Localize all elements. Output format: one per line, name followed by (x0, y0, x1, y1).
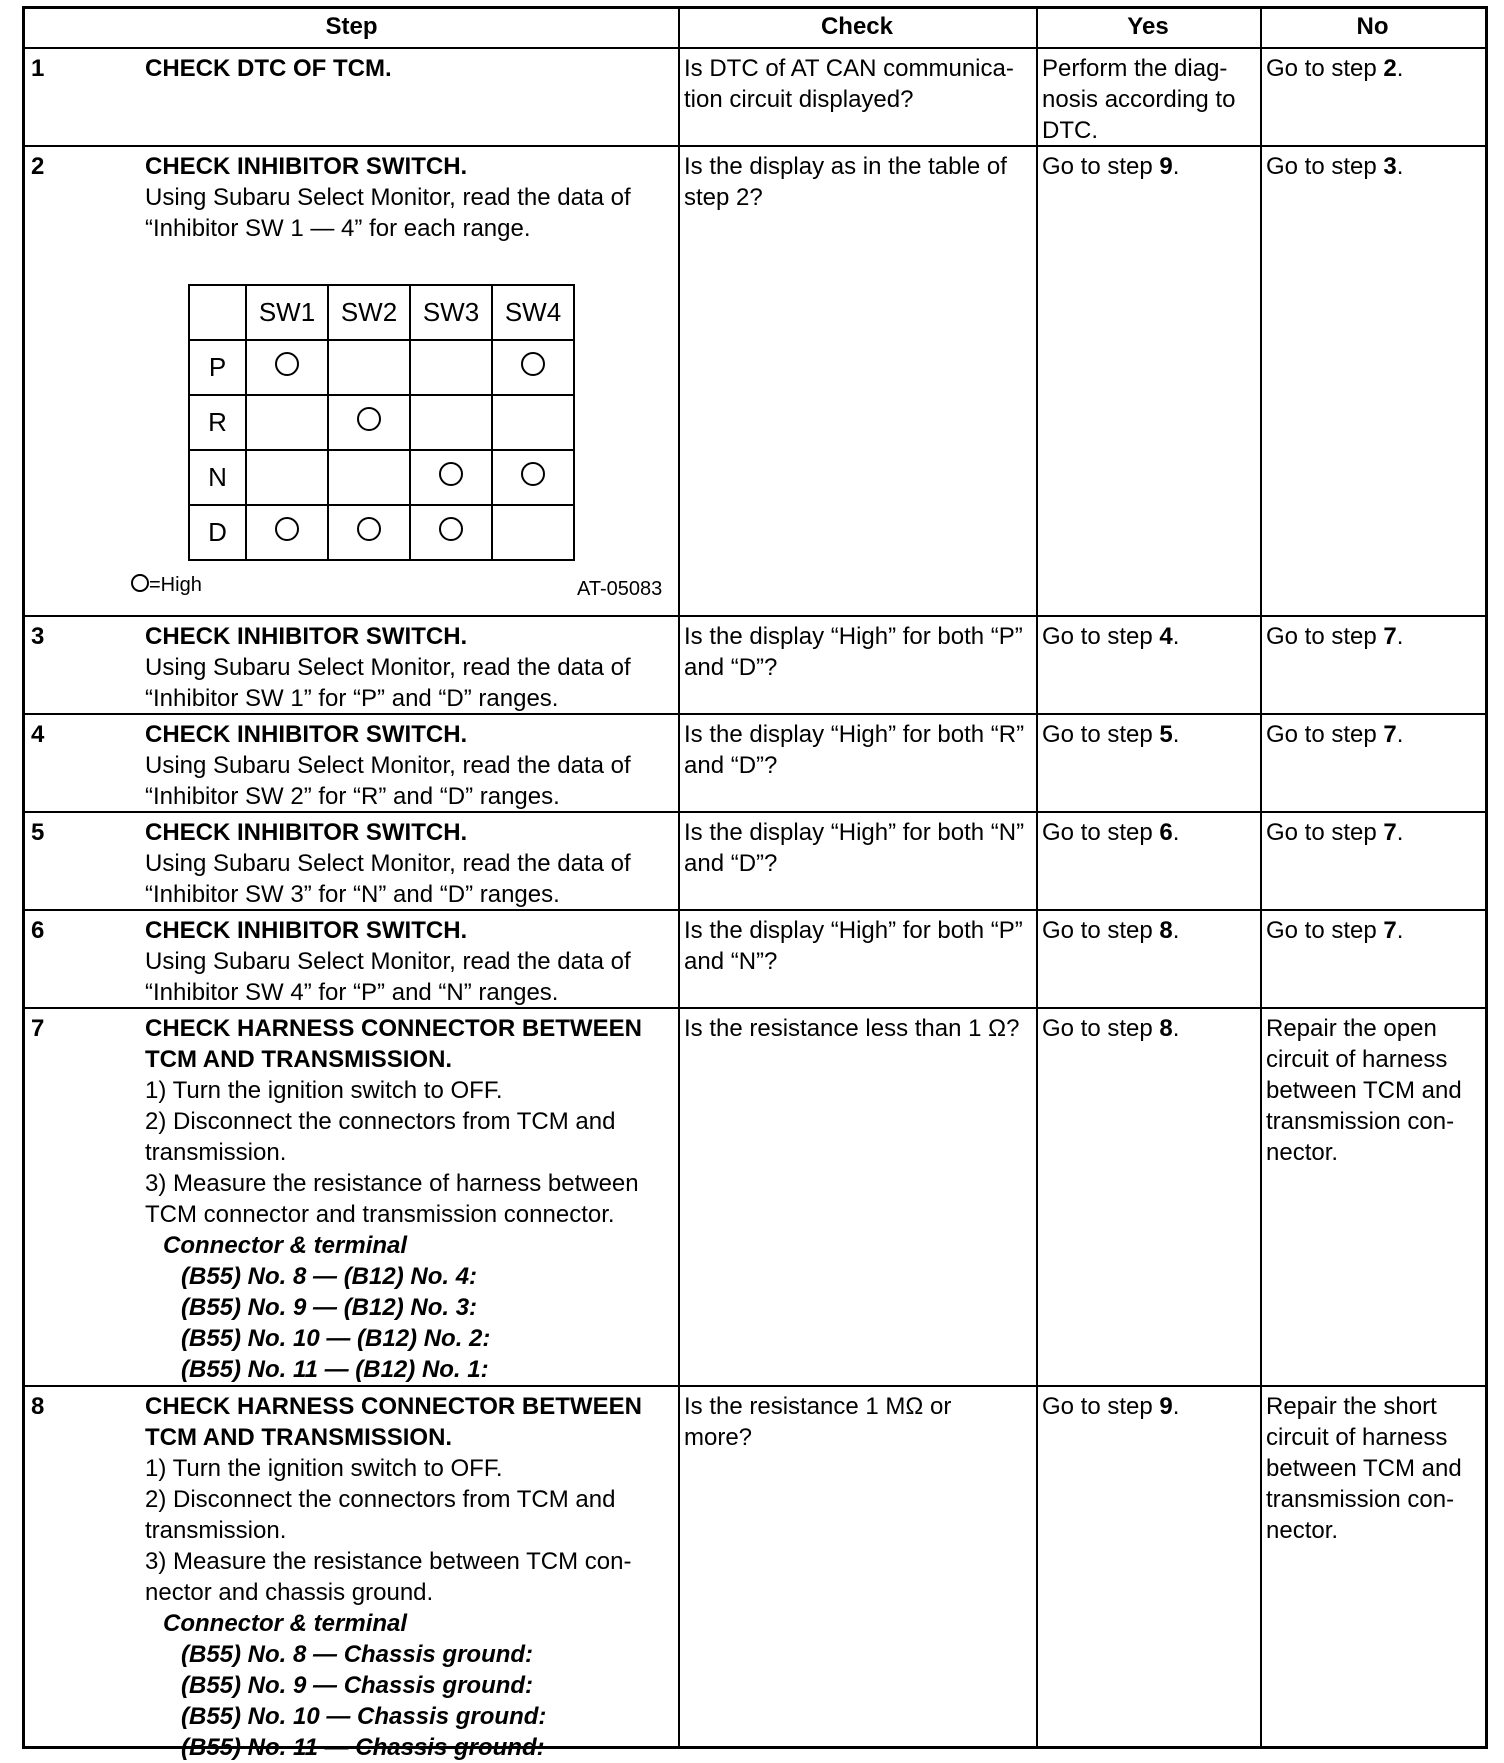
check-line: and “D”? (684, 654, 778, 681)
step-body-line: “Inhibitor SW 4” for “P” and “N” ranges. (145, 979, 559, 1006)
check-line: and “D”? (684, 850, 778, 877)
step-description (139, 911, 679, 1007)
step-body-line: Using Subaru Select Monitor, read the data of (145, 850, 631, 877)
connector-line: (B55) No. 9 — Chassis ground: (181, 1672, 534, 1699)
step-body-line: Using Subaru Select Monitor, read the data of (145, 752, 631, 779)
check-line: tion circuit displayed? (684, 86, 914, 113)
no-prefix: Go to step (1266, 153, 1384, 180)
switch-cell (410, 395, 492, 450)
step-description (139, 813, 679, 909)
switch-cell (246, 505, 328, 560)
yes-step-link: 8 (1159, 1015, 1173, 1042)
table-row (25, 1387, 1485, 1761)
yes-suffix: . (1172, 623, 1180, 650)
step-body-line: 2) Disconnect the connectors from TCM and (145, 1108, 616, 1135)
yes-prefix: Go to step (1042, 1015, 1160, 1042)
step-number: 4 (31, 721, 45, 748)
switch-cell (246, 340, 328, 395)
step-body-line: nector and chassis ground. (145, 1579, 434, 1606)
check-text (678, 617, 1036, 713)
yes-step-link: 8 (1159, 917, 1173, 944)
check-line: Is the resistance less than 1 Ω? (684, 1015, 1020, 1042)
check-line: Is the display “High” for both “P” (684, 623, 1023, 650)
connector-line: (B55) No. 9 — (B12) No. 3: (181, 1294, 478, 1321)
step-title: TCM AND TRANSMISSION. (145, 1046, 453, 1073)
check-text (678, 813, 1036, 909)
step-body-line: Using Subaru Select Monitor, read the data of (145, 184, 631, 211)
yes-text (1036, 617, 1260, 713)
high-circle-icon (357, 517, 381, 541)
step-body-line: 1) Turn the ignition switch to OFF. (145, 1455, 503, 1482)
switch-cell (410, 505, 492, 560)
no-step-link: 7 (1383, 819, 1397, 846)
switch-cell (492, 505, 574, 560)
no-line: nector. (1266, 1517, 1339, 1544)
no-line: circuit of harness (1266, 1046, 1448, 1073)
no-text (1260, 1009, 1485, 1385)
step-title: CHECK INHIBITOR SWITCH. (145, 153, 468, 180)
check-text (678, 147, 1036, 615)
no-suffix: . (1396, 721, 1404, 748)
yes-step-link: 9 (1159, 153, 1173, 180)
high-circle-icon (275, 352, 299, 376)
step-body-line: transmission. (145, 1139, 287, 1166)
step-number: 1 (31, 55, 45, 82)
no-line: transmission con- (1266, 1108, 1455, 1135)
step-title: CHECK INHIBITOR SWITCH. (145, 623, 468, 650)
no-text (1260, 911, 1485, 1007)
step-body-line: Using Subaru Select Monitor, read the data of (145, 654, 631, 681)
table-row (25, 617, 1485, 715)
yes-prefix: Go to step (1042, 623, 1160, 650)
yes-text (1036, 715, 1260, 811)
step-body-line: “Inhibitor SW 1 — 4” for each range. (145, 215, 531, 242)
step-body-line: Using Subaru Select Monitor, read the data of (145, 948, 631, 975)
range-label: D (189, 505, 246, 560)
switch-cell (492, 340, 574, 395)
step-number: 3 (31, 623, 45, 650)
step-title: CHECK DTC OF TCM. (145, 55, 392, 82)
figure-code: AT-05083 (577, 578, 663, 600)
switch-cell (328, 450, 410, 505)
no-text (1260, 49, 1485, 145)
table-row (25, 1009, 1485, 1387)
check-line: step 2? (684, 184, 763, 211)
yes-prefix: Go to step (1042, 153, 1160, 180)
header-yes: Yes (1127, 13, 1169, 40)
no-line: Repair the short (1266, 1393, 1437, 1420)
step-number: 2 (31, 153, 45, 180)
column-header-sw2: SW2 (328, 285, 410, 340)
yes-prefix: Go to step (1042, 721, 1160, 748)
step-number: 8 (31, 1393, 45, 1420)
high-circle-icon (357, 407, 381, 431)
no-line: between TCM and (1266, 1077, 1462, 1104)
yes-step-link: 5 (1159, 721, 1173, 748)
legend-text: =High (149, 574, 202, 596)
step-title: CHECK INHIBITOR SWITCH. (145, 819, 468, 846)
yes-step-link: 6 (1159, 819, 1173, 846)
header-no: No (1356, 13, 1389, 40)
yes-line: Perform the diag- (1042, 55, 1228, 82)
inhibitor-switch-table (188, 284, 575, 561)
yes-suffix: . (1172, 1015, 1180, 1042)
table-row (25, 147, 1485, 617)
connector-line: (B55) No. 11 — Chassis ground: (181, 1734, 545, 1761)
switch-cell (492, 395, 574, 450)
connector-title: Connector & terminal (163, 1232, 408, 1259)
yes-line: nosis according to (1042, 86, 1236, 113)
check-line: Is the display “High” for both “P” (684, 917, 1023, 944)
range-label: N (189, 450, 246, 505)
no-prefix: Go to step (1266, 721, 1384, 748)
no-prefix: Go to step (1266, 819, 1384, 846)
no-suffix: . (1396, 55, 1404, 82)
no-step-link: 7 (1383, 623, 1397, 650)
step-body-line: “Inhibitor SW 1” for “P” and “D” ranges. (145, 685, 559, 712)
yes-suffix: . (1172, 819, 1180, 846)
header-check: Check (820, 13, 894, 40)
step-number: 7 (31, 1015, 45, 1042)
table-row (25, 49, 1485, 147)
step-number: 5 (31, 819, 45, 846)
no-prefix: Go to step (1266, 917, 1384, 944)
no-line: circuit of harness (1266, 1424, 1448, 1451)
step-description (139, 1387, 679, 1761)
step-title: CHECK INHIBITOR SWITCH. (145, 721, 468, 748)
corner-cell (189, 285, 246, 340)
switch-cell (328, 505, 410, 560)
step-body-line: 3) Measure the resistance of harness between (145, 1170, 639, 1197)
no-suffix: . (1396, 917, 1404, 944)
diagnostic-table (22, 6, 1488, 1761)
yes-text (1036, 911, 1260, 1007)
step-body-line: “Inhibitor SW 3” for “N” and “D” ranges. (145, 881, 560, 908)
yes-step-link: 4 (1159, 623, 1173, 650)
column-header-sw1: SW1 (246, 285, 328, 340)
check-text (678, 49, 1036, 145)
connector-line: (B55) No. 10 — (B12) No. 2: (181, 1325, 491, 1352)
yes-prefix: Go to step (1042, 819, 1160, 846)
switch-cell (246, 395, 328, 450)
legend (131, 574, 202, 597)
step-number: 6 (31, 917, 45, 944)
no-text (1260, 147, 1485, 615)
no-prefix: Go to step (1266, 55, 1384, 82)
step-body-line: 2) Disconnect the connectors from TCM and (145, 1486, 616, 1513)
yes-text (1036, 49, 1260, 145)
step-description (139, 1009, 679, 1385)
step-body-line: 3) Measure the resistance between TCM con- (145, 1548, 632, 1575)
no-step-link: 7 (1383, 917, 1397, 944)
check-line: Is the resistance 1 MΩ or (684, 1393, 952, 1420)
range-label: R (189, 395, 246, 450)
yes-suffix: . (1172, 917, 1180, 944)
step-title: CHECK HARNESS CONNECTOR BETWEEN (145, 1393, 642, 1420)
step-title: CHECK HARNESS CONNECTOR BETWEEN (145, 1015, 642, 1042)
check-text (678, 911, 1036, 1007)
step-description (139, 617, 679, 713)
connector-line: (B55) No. 11 — (B12) No. 1: (181, 1356, 489, 1383)
yes-text (1036, 813, 1260, 909)
step-body-line: 1) Turn the ignition switch to OFF. (145, 1077, 503, 1104)
yes-text (1036, 1009, 1260, 1385)
step-title: CHECK INHIBITOR SWITCH. (145, 917, 468, 944)
check-line: more? (684, 1424, 753, 1451)
switch-cell (328, 395, 410, 450)
circle-icon (131, 574, 149, 592)
no-text (1260, 617, 1485, 713)
step-description (139, 715, 679, 811)
step-title: TCM AND TRANSMISSION. (145, 1424, 453, 1451)
high-circle-icon (521, 462, 545, 486)
switch-cell (328, 340, 410, 395)
step-body-line: transmission. (145, 1517, 287, 1544)
yes-prefix: Go to step (1042, 1393, 1160, 1420)
range-label: P (189, 340, 246, 395)
high-circle-icon (275, 517, 299, 541)
no-line: Repair the open (1266, 1015, 1437, 1042)
yes-line: DTC. (1042, 117, 1098, 144)
check-line: Is the display “High” for both “R” (684, 721, 1025, 748)
check-text (678, 1387, 1036, 1746)
check-line: Is DTC of AT CAN communica- (684, 55, 1014, 82)
column-header-sw4: SW4 (492, 285, 574, 340)
header-step: Step (325, 13, 378, 40)
high-circle-icon (439, 517, 463, 541)
yes-prefix: Go to step (1042, 917, 1160, 944)
switch-cell (246, 450, 328, 505)
no-suffix: . (1396, 819, 1404, 846)
check-line: Is the display “High” for both “N” (684, 819, 1025, 846)
table-row (25, 911, 1485, 1009)
yes-suffix: . (1172, 721, 1180, 748)
no-step-link: 2 (1383, 55, 1397, 82)
check-line: and “N”? (684, 948, 778, 975)
switch-cell (492, 450, 574, 505)
table-header (25, 9, 1485, 49)
no-prefix: Go to step (1266, 623, 1384, 650)
no-suffix: . (1396, 623, 1404, 650)
column-header-sw3: SW3 (410, 285, 492, 340)
high-circle-icon (521, 352, 545, 376)
step-body-line: “Inhibitor SW 2” for “R” and “D” ranges. (145, 783, 560, 810)
yes-text (1036, 147, 1260, 615)
switch-cell (410, 450, 492, 505)
connector-line: (B55) No. 10 — Chassis ground: (181, 1703, 547, 1730)
no-text (1260, 715, 1485, 811)
connector-line: (B55) No. 8 — Chassis ground: (181, 1641, 534, 1668)
no-step-link: 7 (1383, 721, 1397, 748)
connector-line: (B55) No. 8 — (B12) No. 4: (181, 1263, 478, 1290)
check-line: Is the display as in the table of (684, 153, 1007, 180)
no-text (1260, 1387, 1485, 1746)
step-description (139, 49, 679, 145)
check-line: and “D”? (684, 752, 778, 779)
no-line: nector. (1266, 1139, 1339, 1166)
no-suffix: . (1396, 153, 1404, 180)
yes-text (1036, 1387, 1260, 1746)
no-step-link: 3 (1383, 153, 1397, 180)
check-text (678, 1009, 1036, 1385)
connector-title: Connector & terminal (163, 1610, 408, 1637)
yes-step-link: 9 (1159, 1393, 1173, 1420)
no-line: between TCM and (1266, 1455, 1462, 1482)
check-text (678, 715, 1036, 811)
yes-suffix: . (1172, 1393, 1180, 1420)
yes-suffix: . (1172, 153, 1180, 180)
high-circle-icon (439, 462, 463, 486)
no-line: transmission con- (1266, 1486, 1455, 1513)
no-text (1260, 813, 1485, 909)
switch-cell (410, 340, 492, 395)
step-body-line: TCM connector and transmission connector. (145, 1201, 615, 1228)
table-row (25, 813, 1485, 911)
table-row (25, 715, 1485, 813)
